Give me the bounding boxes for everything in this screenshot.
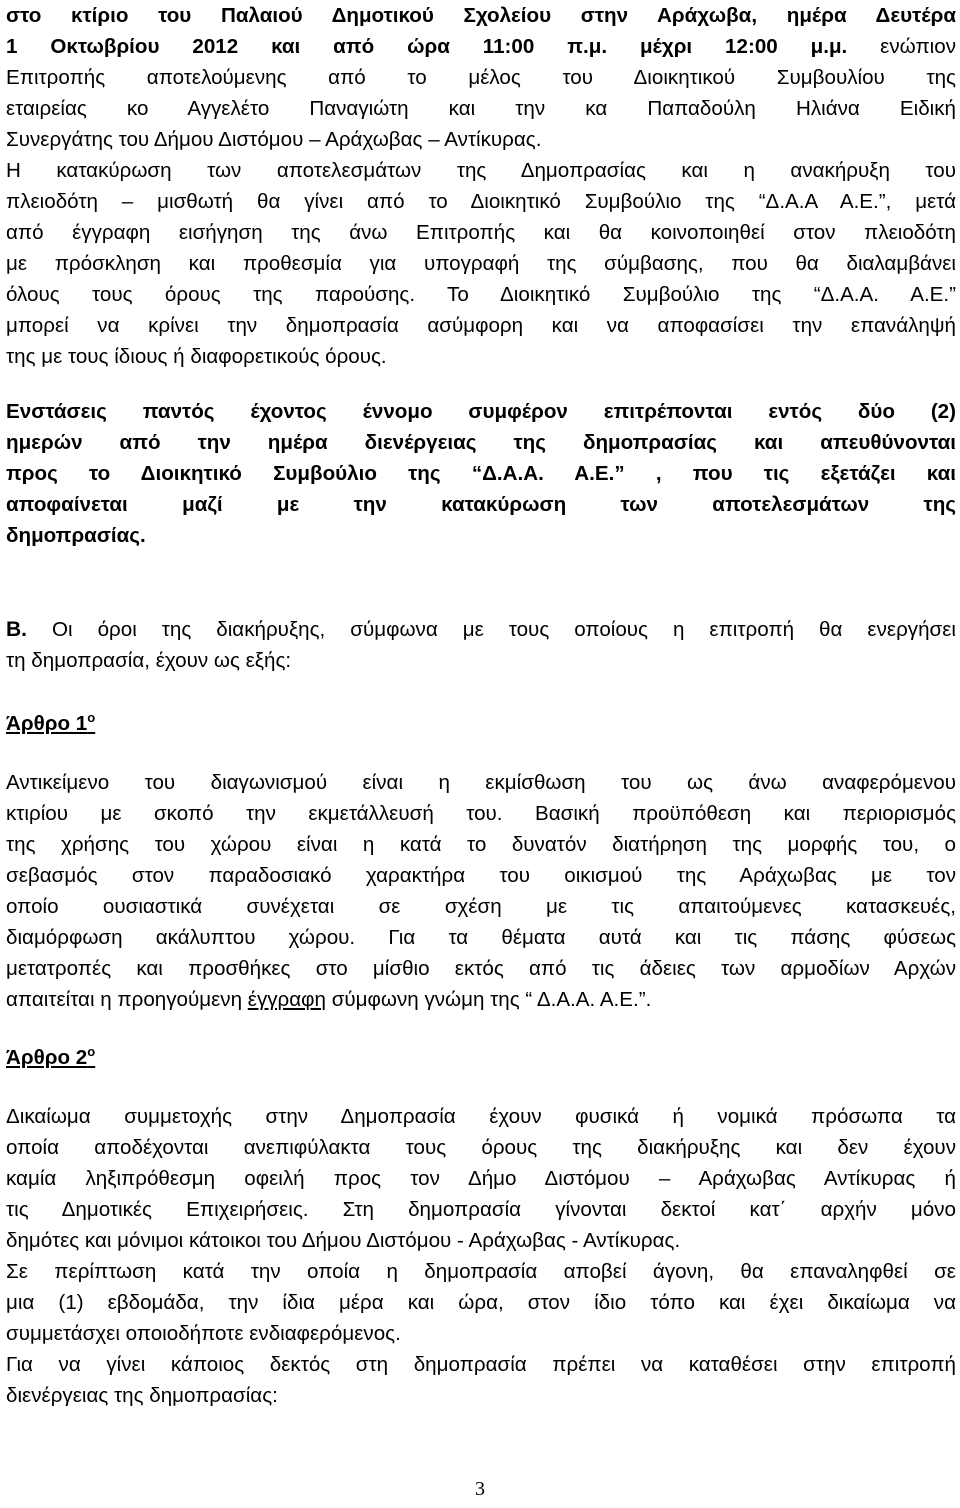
text-line: από έγγραφη εισήγηση της άνω Επιτροπής και θα κοινοποιηθεί στον πλειοδότη bbox=[6, 221, 956, 244]
text-line: πλειοδότη – μισθωτή θα γίνει από το Διοικητικό Συμβούλιο της “Δ.Α.Α Α.Ε.”, μετά bbox=[6, 190, 956, 213]
award-paragraph bbox=[6, 155, 956, 372]
text-line: στο κτίριο του Παλαιού Δημοτικού Σχολείου στην Αράχωβα, ημέρα Δευτέρα bbox=[6, 4, 956, 27]
text-line: ημερών από την ημέρα διενέργειας της δημοπρασίας και απευθύνονται bbox=[6, 431, 956, 454]
text-line: τις Δημοτικές Επιχειρήσεις. Στη δημοπρασία γίνονται δεκτοί κατ΄ αρχήν μόνο bbox=[6, 1198, 956, 1221]
text-line: της με τους ίδιους ή διαφορετικούς όρους. bbox=[6, 345, 387, 368]
text-line: οποίο ουσιαστικά συνέχεται σε σχέση με τις απαιτούμενες κατασκευές, bbox=[6, 895, 956, 918]
text-line: εταιρείας κο Αγγελέτο Παναγιώτη και την κα Παπαδούλη Ηλιάνα Ειδική bbox=[6, 97, 956, 120]
text-line: οποία αποδέχονται ανεπιφύλακτα τους όρους της διακήρυξης και δεν έχουν bbox=[6, 1136, 956, 1159]
text-line: αποφαίνεται μαζί με την κατακύρωση των αποτελεσμάτων της bbox=[6, 493, 956, 516]
article-1-paragraph bbox=[6, 767, 956, 1015]
text-line: Σε περίπτωση κατά την οποία η δημοπρασία αποβεί άγονη, θα επαναληφθεί σε bbox=[6, 1260, 956, 1283]
text-line: προς το Διοικητικό Συμβούλιο της “Δ.Α.Α. Α.Ε.” , που τις εξετάζει και bbox=[6, 462, 956, 485]
text-line: απαιτείται η προηγούμενη έγγραφη σύμφωνη γνώμη της “ Δ.Α.Α. Α.Ε.”. bbox=[6, 988, 652, 1011]
text-line: Συνεργάτης του Δήμου Διστόμου – Αράχωβας – Αντίκυρας. bbox=[6, 128, 542, 151]
article-1-heading: Άρθρο $1^o$ bbox=[6, 710, 96, 735]
terms-intro-paragraph bbox=[6, 614, 956, 676]
text-line: κτιρίου με σκοπό την εκμετάλλευσή του. Βασική προϋπόθεση και περιορισμός bbox=[6, 802, 956, 825]
text-line: σεβασμός στον παραδοσιακό χαρακτήρα του οικισμού της Αράχωβας με τον bbox=[6, 864, 956, 887]
text-line: καμία ληξιπρόθεσμη οφειλή προς τον Δήμο Διστόμου – Αράχωβας Αντίκυρας ή bbox=[6, 1167, 956, 1190]
article-2-heading: Άρθρο $2^o$ bbox=[6, 1044, 96, 1069]
text-line: Αντικείμενο του διαγωνισμού είναι η εκμίσθωση του ως άνω αναφερόμενου bbox=[6, 771, 956, 794]
text-line: τη δημοπρασία, έχουν ως εξής: bbox=[6, 649, 292, 672]
text-line: με πρόσκληση και προθεσμία για υπογραφή της σύμβασης, που θα διαλαμβάνει bbox=[6, 252, 956, 275]
text-line: όλους τους όρους της παρούσης. Το Διοικητικό Συμβούλιο της “Δ.Α.Α. Α.Ε.” bbox=[6, 283, 956, 306]
auction-location-paragraph bbox=[6, 0, 956, 155]
text-line: Β. Οι όροι της διακήρυξης, σύμφωνα με τους οποίους η επιτροπή θα ενεργήσει bbox=[6, 618, 956, 641]
article-2-paragraph bbox=[6, 1101, 956, 1411]
text-line: διενέργειας της δημοπρασίας: bbox=[6, 1384, 278, 1407]
text-line: Η κατακύρωση των αποτελεσμάτων της Δημοπρασίας και η ανακήρυξη του bbox=[6, 159, 956, 182]
section-marker: Β. bbox=[6, 618, 27, 641]
objections-paragraph bbox=[6, 396, 956, 551]
text-line: Δικαίωμα συμμετοχής στην Δημοπρασία έχουν φυσικά ή νομικά πρόσωπα τα bbox=[6, 1105, 956, 1128]
text-line: δημοπρασίας. bbox=[6, 524, 146, 547]
text-line: μπορεί να κρίνει την δημοπρασία ασύμφορη και να αποφασίσει την επανάληψή bbox=[6, 314, 956, 337]
text-line: συμμετάσχει οποιοδήποτε ενδιαφερόμενος. bbox=[6, 1322, 401, 1345]
text-line: δημότες και μόνιμοι κάτοικοι του Δήμου Διστόμου - Αράχωβας - Αντίκυρας. bbox=[6, 1229, 681, 1252]
text-line: μια (1) εβδομάδα, την ίδια μέρα και ώρα, στον ίδιο τόπο και έχει δικαίωμα να bbox=[6, 1291, 956, 1314]
text-line: διαμόρφωση ακάλυπτου χώρου. Για τα θέματα αυτά και τις πάσης φύσεως bbox=[6, 926, 956, 949]
text-line: της χρήσης του χώρου είναι η κατά το δυνατόν διατήρηση της μορφής του, ο bbox=[6, 833, 956, 856]
text-line: 1 Οκτωβρίου 2012 και από ώρα 11:00 π.μ. μέχρι 12:00 μ.μ. ενώπιον bbox=[6, 35, 956, 58]
text-line: μετατροπές και προσθήκες στο μίσθιο εκτός από τις άδειες των αρμοδίων Αρχών bbox=[6, 957, 956, 980]
page-number: 3 bbox=[475, 1478, 485, 1500]
text-line: Για να γίνει κάποιος δεκτός στη δημοπρασία πρέπει να καταθέσει στην επιτροπή bbox=[6, 1353, 956, 1376]
text-line: Επιτροπής αποτελούμενης από το μέλος του Διοικητικού Συμβουλίου της bbox=[6, 66, 956, 89]
text-line: Ενστάσεις παντός έχοντος έννομο συμφέρον επιτρέπονται εντός δύο (2) bbox=[6, 400, 956, 423]
